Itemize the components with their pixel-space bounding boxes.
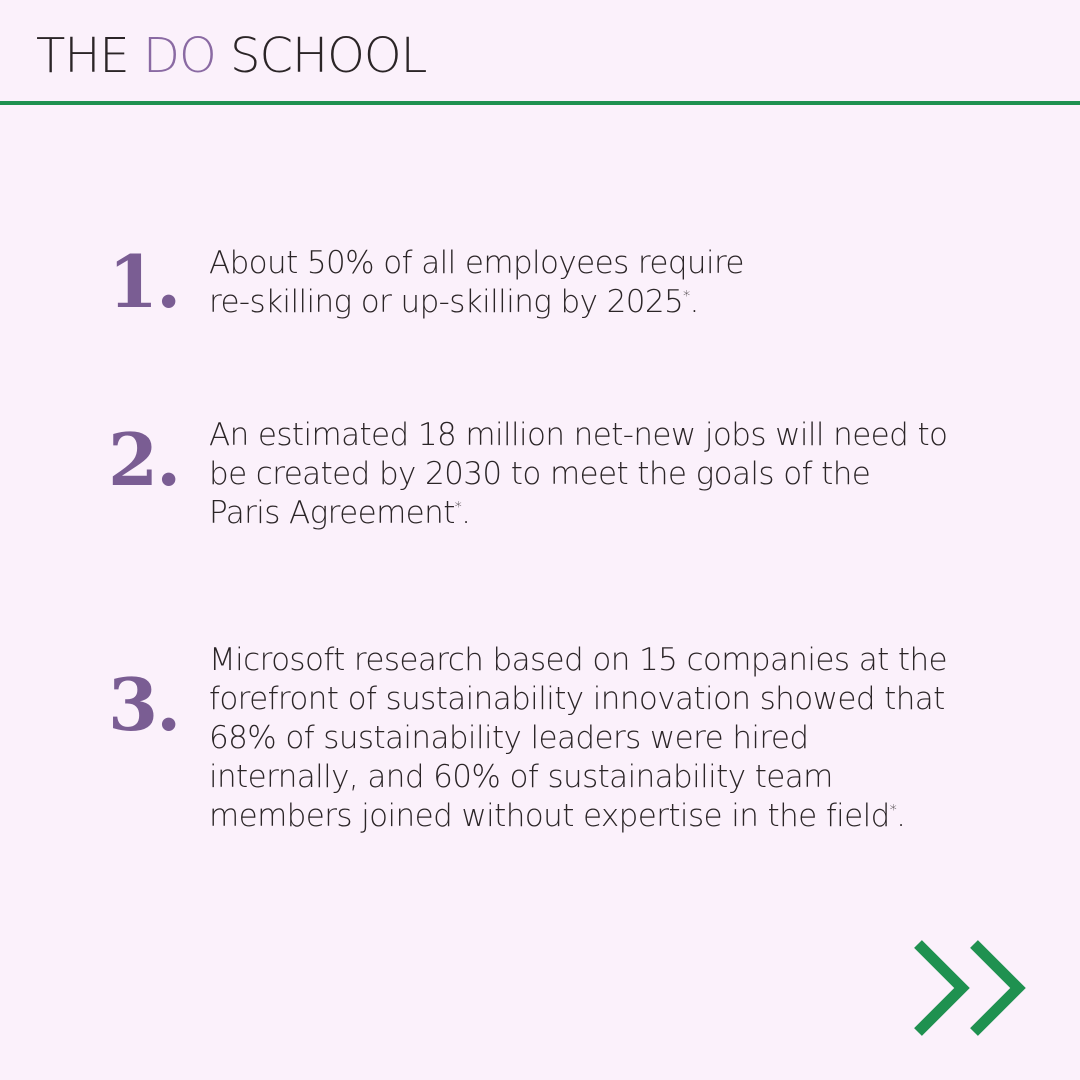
double-chevron-right-icon: [912, 940, 1032, 1036]
fact-number-1: 1.: [108, 239, 180, 324]
brand-logo: [36, 28, 426, 84]
fact-body-3: Microsoft research based on 15 companies at the forefront of sustainability innovation showed that 68% of sustainability leaders were hired internally, and 60% of sustainability team members joined without expertise in the field: [209, 642, 947, 834]
footnote-mark-1: *: [683, 288, 690, 305]
footnote-mark-3: *: [889, 802, 897, 819]
brand-word-school: SCHOOL: [230, 28, 427, 84]
fact-end-3: .: [896, 798, 906, 834]
fact-end-1: .: [689, 284, 699, 320]
footnote-mark-2: *: [454, 499, 462, 516]
header-divider: [0, 101, 1080, 105]
fact-text-2: [209, 416, 949, 533]
fact-line-1b: re-skilling or up-skilling by 2025: [209, 284, 684, 320]
fact-end-2: .: [461, 495, 471, 531]
fact-text-1: [209, 244, 949, 322]
fact-line-1a: About 50% of all employees require: [209, 245, 744, 281]
fact-number-2: 2.: [108, 417, 180, 502]
fact-text-3: [209, 641, 949, 836]
next-slide-button[interactable]: [912, 940, 1032, 1036]
fact-number-3: 3.: [108, 662, 180, 747]
fact-body-2: An estimated 18 million net-new jobs will need to be created by 2030 to meet the goals of the Paris Agreement: [209, 417, 948, 531]
brand-word-the: THE: [36, 28, 129, 84]
brand-word-do: DO: [143, 28, 216, 84]
